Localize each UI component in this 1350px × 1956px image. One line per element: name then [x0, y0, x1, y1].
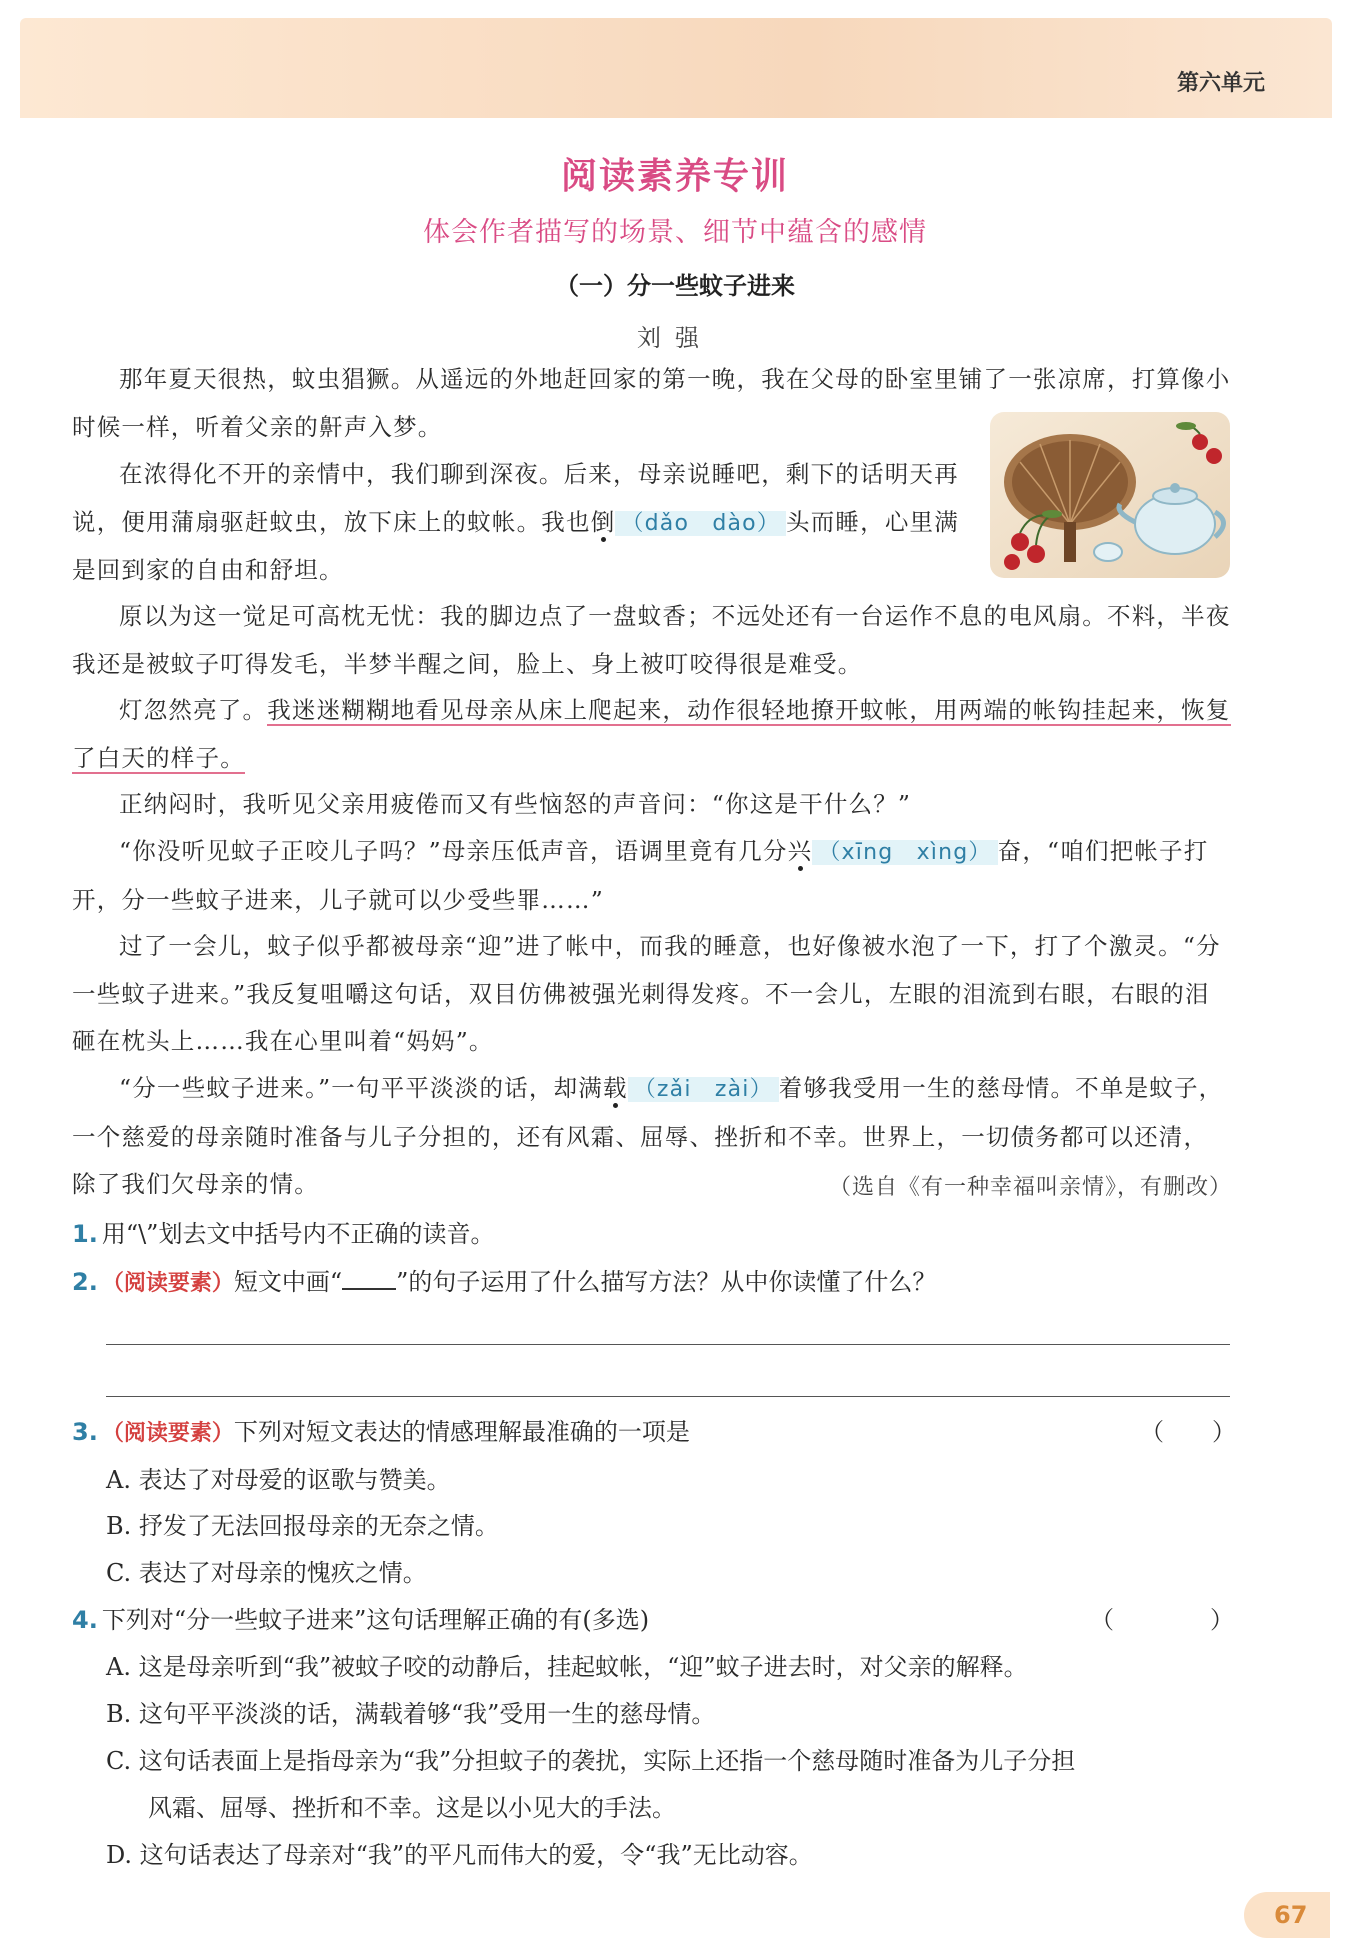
pinyin-choice[interactable]: （zǎi zài） — [628, 1077, 779, 1102]
paragraph-6: “你没听见蚊子正咬儿子吗？”母亲压低声音，语调里竟有几分兴 （xīng xìng） 奋，“咱们把帐子打开，分一些蚊子进来，儿子就可以少受些罪……” — [72, 837, 1209, 914]
author: 刘强 — [637, 324, 713, 352]
answer-line-2[interactable] — [106, 1396, 1230, 1397]
header-band — [20, 18, 1332, 118]
paragraph-3: 原以为这一觉足可高枕无忧：我的脚边点了一盘蚊香；不远处还有一台运作不息的电风扇。不料，半夜我还是被蚊子叮得发毛，半梦半醒之间，脸上、身上被叮咬得很是难受。 — [72, 602, 1231, 678]
underlined-sentence: 我迷迷糊糊地看见母亲从床上爬起来，动作很轻地撩开蚊帐，用两端的帐钩挂起来，恢复了白天的样子。 — [72, 696, 1231, 772]
page-subtitle: 体会作者描写的场景、细节中蕴含的感情 — [423, 217, 927, 248]
question-3: 3. （阅读要素）下列对短文表达的情感理解最准确的一项是 — [72, 1418, 690, 1446]
q4-option-b[interactable]: B. 这句平平淡淡的话，满载着够“我”受用一生的慈母情。 — [106, 1700, 716, 1728]
paragraph-5: 正纳闷时，我听见父亲用疲倦而又有些恼怒的声音问：“你这是干什么？” — [119, 790, 912, 818]
q3-option-a[interactable]: A. 表达了对母爱的讴歌与赞美。 — [106, 1466, 451, 1494]
source-note: （选自《有一种幸福叫亲情》，有删改） — [828, 1175, 1232, 1200]
question-2: 2. （阅读要素）短文中画“ ”的句子运用了什么描写方法？从中你读懂了什么？ — [72, 1268, 937, 1296]
pinyin-choice[interactable]: （dǎo dào） — [615, 511, 786, 536]
pinyin-choice[interactable]: （xīng xìng） — [812, 840, 997, 865]
q3-option-b[interactable]: B. 抒发了无法回报母亲的无奈之情。 — [106, 1512, 499, 1540]
dotted-char: 兴 — [787, 837, 813, 865]
q4-option-c-continued: 风霜、屈辱、挫折和不幸。这是以小见大的手法。 — [148, 1794, 676, 1822]
unit-label: 第六单元 — [1176, 71, 1265, 96]
paragraph-1: 那年夏天很热，蚊虫猖獗。从遥远的外地赶回家的第一晚，我在父母的卧室里铺了一张凉席，打算像小时候一样，听着父亲的鼾声入梦。 — [72, 365, 1231, 441]
passage-title: （一）分一些蚊子进来 — [555, 272, 795, 300]
reading-element-tag: （阅读要素） — [101, 1270, 234, 1296]
illustration-fan-teapot-image — [990, 412, 1230, 578]
answer-line-1[interactable] — [106, 1344, 1230, 1345]
answer-bracket-q4[interactable]: （ ） — [1090, 1606, 1234, 1634]
question-1: 1. 用“\”划去文中括号内不正确的读音。 — [72, 1220, 495, 1248]
paragraph-7: 过了一会儿，蚊子似乎都被母亲“迎”进了帐中，而我的睡意，也好像被水泡了一下，打了个激灵。“分一些蚊子进来。”我反复咀嚼这句话，双目仿佛被强光刺得发疼。不一会儿，左眼的泪流到右眼，右眼的泪砸在枕头上……我在心里叫着“妈妈”。 — [72, 932, 1221, 1055]
paragraph-8: “分一些蚊子进来。”一句平平淡淡的话，却满载 （zǎi zài） 着够我受用一生的慈母情。不单是蚊子，一个慈爱的母亲随时准备与儿子分担的，还有风霜、屈辱、挫折和不幸。世界上，一切债务都可以还清，除了我们欠母亲的情。 — [72, 1074, 1224, 1198]
page-number: 67 — [1244, 1892, 1330, 1938]
underline-sample — [342, 1270, 396, 1290]
q4-option-a[interactable]: A. 这是母亲听到“我”被蚊子咬的动静后，挂起蚊帐，“迎”蚊子进去时，对父亲的解释。 — [106, 1653, 1028, 1681]
paragraph-2: 在浓得化不开的亲情中，我们聊到深夜。后来，母亲说睡吧，剩下的话明天再说，便用蒲扇驱赶蚊虫，放下床上的蚊帐。我也倒 （dǎo dào） 头而睡，心里满是回到家的自由和舒坦。 — [72, 460, 959, 584]
paragraph-4: 灯忽然亮了。我迷迷糊糊地看见母亲从床上爬起来，动作很轻地撩开蚊帐，用两端的帐钩挂起来，恢复了白天的样子。 — [72, 696, 1231, 772]
q4-option-c[interactable]: C. 这句话表面上是指母亲为“我”分担蚊子的袭扰，实际上还指一个慈母随时准备为儿子分担 — [106, 1747, 1076, 1775]
q4-option-d[interactable]: D. 这句话表达了母亲对“我”的平凡而伟大的爱，令“我”无比动容。 — [106, 1841, 813, 1869]
dotted-char: 载 — [602, 1074, 628, 1102]
answer-bracket-q3[interactable]: （ ） — [1140, 1418, 1236, 1446]
reading-element-tag: （阅读要素） — [101, 1420, 234, 1446]
q3-option-c[interactable]: C. 表达了对母亲的愧疚之情。 — [106, 1559, 427, 1587]
question-4: 4. 下列对“分一些蚊子进来”这句话理解正确的有(多选) — [72, 1606, 650, 1634]
dotted-char: 倒 — [590, 507, 616, 536]
page-title: 阅读素养专训 — [560, 156, 789, 197]
